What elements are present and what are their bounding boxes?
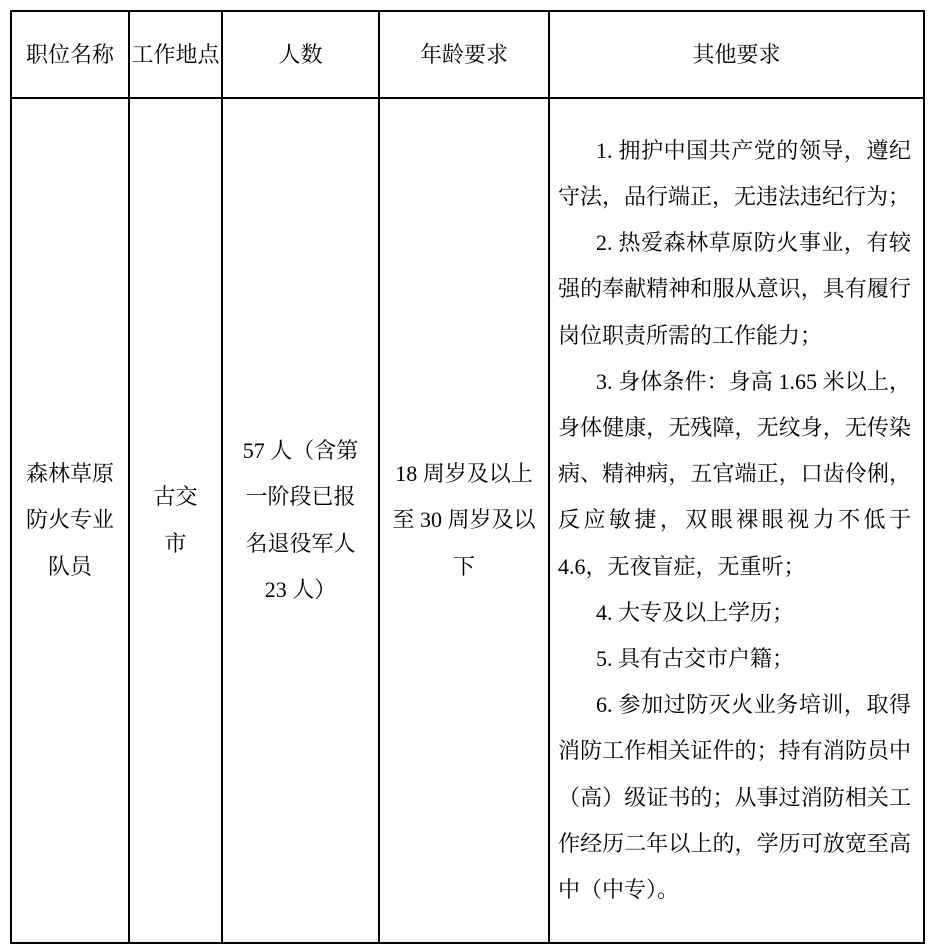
table-header-row — [11, 11, 924, 98]
header-age-requirement: 年龄要求 — [379, 11, 549, 98]
requirement-item-5: 5. 具有古交市户籍； — [596, 645, 795, 671]
recruitment-table — [10, 10, 925, 944]
requirement-item-3: 3. 身体条件：身高 1.65 米以上，身体健康，无残障，无纹身，无传染病、精神病，五官端正，口齿伶俐，反应敏捷，双眼裸眼视力不低于 4.6，无夜盲症，无重听； — [558, 368, 911, 579]
header-headcount: 人数 — [222, 11, 379, 98]
requirement-item-6: 6. 参加过防灭火业务培训，取得消防工作相关证件的；持有消防员中（高）级证书的；从事过消防相关工作经历二年以上的，学历可放宽至高中（中专）。 — [558, 692, 911, 902]
header-other-requirements: 其他要求 — [549, 11, 924, 98]
cell-work-location: 古交市 — [129, 98, 222, 943]
cell-other-requirements — [549, 98, 924, 943]
header-work-location: 工作地点 — [129, 11, 222, 98]
requirement-item-2: 2. 热爱森林草原防火事业，有较强的奉献精神和服从意识，具有履行岗位职责所需的工作能力； — [558, 230, 911, 348]
cell-position-name: 森林草原防火专业队员 — [11, 98, 129, 943]
cell-age-requirement: 18 周岁及以上至 30 周岁及以下 — [379, 98, 549, 943]
cell-headcount: 57 人（含第一阶段已报名退役军人 23 人） — [222, 98, 379, 943]
requirement-item-4: 4. 大专及以上学历； — [596, 599, 795, 625]
table-row — [11, 98, 924, 943]
header-position-name: 职位名称 — [11, 11, 129, 98]
requirement-item-1: 1. 拥护中国共产党的领导，遵纪守法，品行端正，无违法违纪行为； — [558, 137, 911, 210]
